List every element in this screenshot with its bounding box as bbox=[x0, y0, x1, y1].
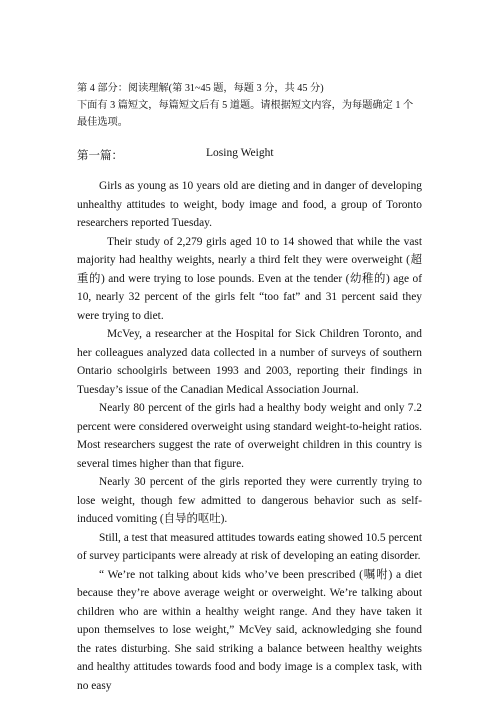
paragraph: Their study of 2,279 girls aged 10 to 14 showed that while the vast majority had healthy weights, nearly a third felt they were overweight (超重的) and were trying to lose pounds. Even at the tender (幼稚的) age of 10, nearly 32 percent of the girls felt “too fat” and 31 percent said they were trying to diet. bbox=[77, 235, 422, 322]
paragraph: “ We’re not talking about kids who’ve been prescribed (嘱咐) a diet because they’re above average weight or overweight. We’re talking about children who are within a healthy weight range. And they have taken it upon themselves to lose weight,” McVey said, acknowledging she found the rates disturbing. She said striking a balance between healthy weights and healthy attitudes towards food and body image is a complex task, with no easy bbox=[77, 568, 422, 692]
page-content bbox=[77, 80, 422, 695]
paragraph: Nearly 80 percent of the girls had a healthy body weight and only 7.2 percent were considered overweight using standard weight-to-height ratios. Most researchers suggest the rate of overweight children in this country is several times higher than that figure. bbox=[77, 402, 422, 470]
paragraph: Girls as young as 10 years old are dieting and in danger of developing unhealthy attitudes to weight, body image and food, a group of Toronto researchers reported Tuesday. bbox=[77, 180, 422, 229]
passage-header bbox=[77, 145, 422, 165]
paragraph: Still, a test that measured attitudes towards eating showed 10.5 percent of survey participants were already at risk of developing an eating disorder. bbox=[77, 531, 422, 562]
section-directions: 下面有 3 篇短文，每篇短文后有 5 道题。请根据短文内容，为每题确定 1 个最佳选项。 bbox=[77, 100, 414, 128]
passage-title: Losing Weight bbox=[206, 147, 274, 159]
passage-body bbox=[77, 177, 422, 695]
section-heading: 第 4 部分：阅读理解(第 31~45 题，每题 3 分，共 45 分) bbox=[77, 83, 324, 94]
passage-label: 第一篇： bbox=[77, 150, 123, 162]
paragraph: Nearly 30 percent of the girls reported they were currently trying to lose weight, though few admitted to dangerous behavior such as self-induced vomiting (自导的呕吐). bbox=[77, 476, 422, 525]
paragraph: McVey, a researcher at the Hospital for Sick Children Toronto, and her colleagues analyzed data collected in a number of surveys of southern Ontario schoolgirls between 1993 and 2003, reporting their findings in Tuesday’s issue of the Canadian Medical Association Journal. bbox=[77, 328, 422, 396]
